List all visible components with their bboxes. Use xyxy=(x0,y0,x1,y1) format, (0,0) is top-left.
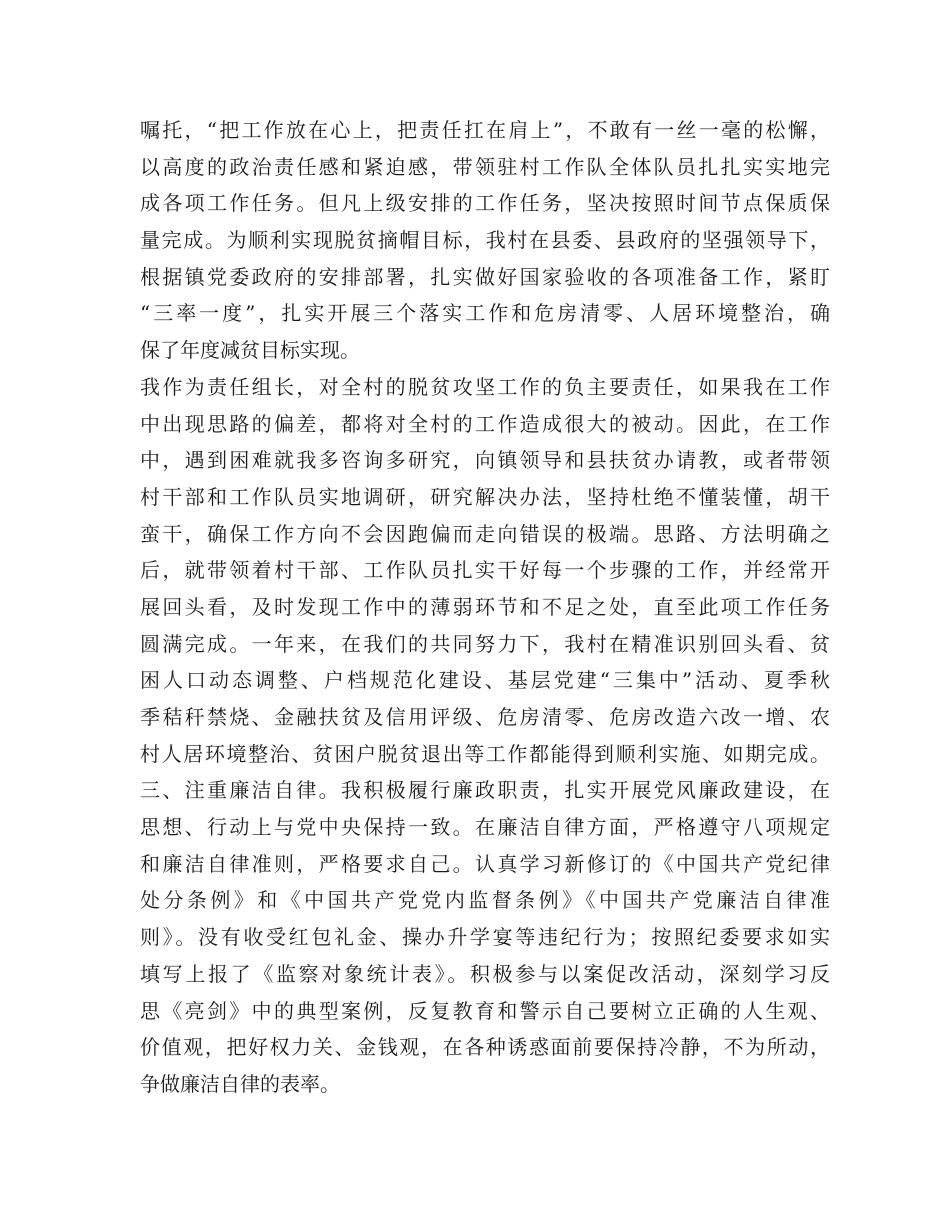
text-line: 根据镇党委政府的安排部署，扎实做好国家验收的各项准备工作，紧盯 xyxy=(140,264,830,289)
text-line: 嘱托，“把工作放在心上，把责任扛在肩上”，不敢有一丝一毫的松懈， xyxy=(140,118,830,142)
text-line: 蛮干，确保工作方向不会因跑偏而走向错误的极端。思路、方法明确之 xyxy=(140,521,830,546)
text-line: 填写上报了《监察对象统计表》。积极参与以案促改活动，深刻学习反 xyxy=(140,961,830,986)
text-line: “三率一度”，扎实开展三个落实工作和危房清零、人居环境整治，确 xyxy=(140,301,830,326)
text-line: 展回头看，及时发现工作中的薄弱环节和不足之处，直至此项工作任务 xyxy=(140,594,830,619)
text-line: 思《亮剑》中的典型案例，反复教育和警示自己要树立正确的人生观、 xyxy=(140,998,830,1023)
text-line: 处分条例》和《中国共产党党内监督条例》《中国共产党廉洁自律准 xyxy=(140,888,830,913)
text-line: 保了年度减贫目标实现。 xyxy=(140,338,360,363)
text-line: 价值观，把好权力关、金钱观，在各种诱惑面前要保持冷静，不为所动， xyxy=(140,1035,830,1060)
text-line: 季秸秆禁烧、金融扶贫及信用评级、危房清零、危房改造六改一增、农 xyxy=(140,705,830,729)
text-line: 思想、行动上与党中央保持一致。在廉洁自律方面，严格遵守八项规定 xyxy=(140,815,830,840)
text-line: 量完成。为顺利实现脱贫摘帽目标，我村在县委、县政府的坚强领导下， xyxy=(140,228,830,253)
text-line: 三、注重廉洁自律。我积极履行廉政职责，扎实开展党风廉政建设，在 xyxy=(140,778,830,803)
text-line: 圆满完成。一年来，在我们的共同努力下，我村在精准识别回头看、贫 xyxy=(140,631,830,656)
text-line: 中出现思路的偏差，都将对全村的工作造成很大的被动。因此，在工作 xyxy=(140,411,830,436)
text-line: 争做廉洁自律的表率。 xyxy=(140,1071,340,1096)
text-line: 以高度的政治责任感和紧迫感，带领驻村工作队全体队员扎扎实实地完 xyxy=(140,154,830,179)
text-line: 村干部和工作队员实地调研，研究解决办法，坚持杜绝不懂装懂，胡干 xyxy=(140,484,830,509)
text-line: 成各项工作任务。但凡上级安排的工作任务，坚决按照时间节点保质保 xyxy=(140,191,830,216)
text-line: 后，就带领着村干部、工作队员扎实干好每一个步骤的工作，并经常开 xyxy=(140,558,830,583)
document-body xyxy=(140,112,830,1103)
text-line: 困人口动态调整、户档规范化建设、基层党建“三集中”活动、夏季秋 xyxy=(140,668,830,693)
text-line: 我作为责任组长，对全村的脱贫攻坚工作的负主要责任，如果我在工作 xyxy=(140,374,830,399)
text-line: 村人居环境整治、贫困户脱贫退出等工作都能得到顺利实施、如期完成。 xyxy=(140,741,830,766)
text-line: 和廉洁自律准则，严格要求自己。认真学习新修订的《中国共产党纪律 xyxy=(140,851,830,876)
text-line: 则》。没有收受红包礼金、操办升学宴等违纪行为；按照纪委要求如实 xyxy=(140,925,830,950)
text-line: 中，遇到困难就我多咨询多研究，向镇领导和县扶贫办请教，或者带领 xyxy=(140,448,830,473)
